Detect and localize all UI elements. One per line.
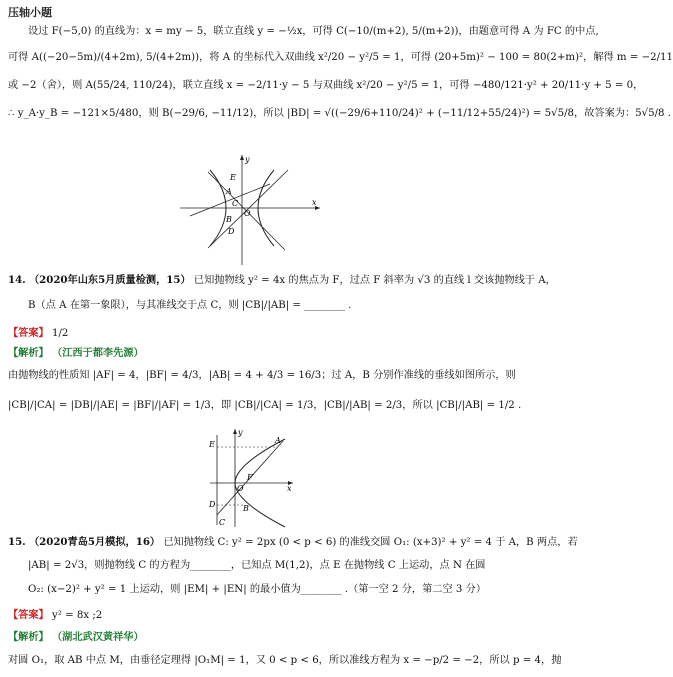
q15-analysis-source: （湖北武汉黄祥华） — [52, 632, 144, 643]
q14-answer — [8, 328, 492, 341]
q14-source: （2020年山东5月质量检测，15） — [28, 274, 191, 286]
q15-analysis-label: 【解析】 — [8, 632, 49, 643]
q14-solution-1: 由抛物线的性质知 |AF| = 4，|BF| = 4/3，|AB| = 4 + 4/3 = 16/3；过 A，B 分别作准线的垂线如图所示，则 — [8, 370, 516, 381]
q14-solution-2: |CB|/|CA| = |DB|/|AE| = |BF|/|AF| = 1/3，即 |CB|/|CA| = 1/3，|CB|/|AB| = 2/3，所以 |CB|/|AB| = 1/2 . — [8, 400, 522, 411]
q14-answer-value: 1/2 — [52, 328, 69, 339]
q15-answer — [8, 610, 492, 623]
q15-answer-label: 【答案】 — [8, 610, 49, 621]
q15-number: 15. — [8, 536, 26, 548]
fig1-label-b: B — [226, 215, 232, 224]
q15-analysis-heading — [8, 632, 492, 645]
fig1-label-a: A — [226, 187, 232, 196]
fig1-label-x: x — [312, 198, 317, 207]
q15-answer-value: y² = 8x ;2 — [52, 610, 103, 621]
q13-line-3: 或 −2（舍），则 A(55/24, 110/24)，联立直线 x = −2/11·y − 5 与双曲线 x²/20 − y²/5 = 1，可得 −480/121·y² + 20/11·y + 5 = 0， — [8, 80, 644, 91]
fig2-label-e: E — [209, 440, 215, 449]
q15-text-2: |AB| = 2√3，则抛物线 C 的方程为________，已知点 M(1,2)，点 E 在抛物线 C 上运动，点 N 在圆 — [28, 560, 486, 571]
fig1-label-e: E — [230, 173, 236, 182]
q14-analysis-label: 【解析】 — [8, 348, 49, 359]
fig1-label-y: y — [245, 155, 250, 164]
q14-analysis-source: （江西于都李先源） — [52, 348, 144, 359]
fig2-label-b: B — [243, 504, 249, 513]
fig1-label-o: O — [244, 209, 251, 218]
q14-answer-label: 【答案】 — [8, 328, 49, 339]
fig2-label-c: C — [219, 518, 226, 527]
fig2-label-y: y — [238, 428, 243, 437]
q15-text-3: O₂: (x−2)² + y² = 1 上运动，则 |EM| + |EN| 的最小值为________ .（第一空 2 分，第二空 3 分） — [28, 584, 487, 595]
hyperbola-figure — [170, 150, 330, 270]
fig2-label-o: O — [237, 484, 244, 493]
q14-text-2: B（点 A 在第一象限），与其准线交于点 C，则 |CB|/|AB| = ________ . — [28, 300, 352, 311]
q15-statement — [8, 536, 578, 550]
q14-text-1: 已知抛物线 y² = 4x 的焦点为 F，过点 F 斜率为 √3 的直线 l 交该抛物线于 A， — [193, 275, 556, 286]
q15-source: （2020青岛5月模拟，16） — [28, 536, 161, 548]
fig1-label-d: D — [228, 227, 235, 236]
fig2-label-a: A — [275, 436, 281, 445]
fig2-label-d: D — [209, 500, 216, 509]
fig2-label-f: F — [247, 473, 253, 482]
q13-line-2: 可得 A((−20−5m)/(4+2m), 5/(4+2m))，将 A 的坐标代入双曲线 x²/20 − y²/5 = 1，可得 (20+5m)² − 100 = 80(2+m)²，解得 m = −2/11 — [8, 52, 673, 63]
q14-statement — [8, 274, 556, 288]
q14-analysis-heading — [8, 348, 492, 361]
q13-line-4: ∴ y_A·y_B = −121×5/480，则 B(−29/6, −11/12)，所以 |BD| = √((−29/6+110/24)² + (−11/12+55/24)²) = 5√5/8，故答案为：5√5/8 . — [8, 108, 672, 119]
page-header: 压轴小题 — [8, 6, 52, 19]
q14-number: 14. — [8, 274, 26, 286]
q13-line-1: 设过 F(−5,0) 的直线为：x = my − 5，联立直线 y = −½x，可得 C(−10/(m+2), 5/(m+2))，由题意可得 A 为 FC 的中点, — [28, 26, 599, 37]
fig2-label-x: x — [287, 484, 292, 493]
q15-solution-1: 对圆 O₁，取 AB 中点 M，由垂径定理得 |O₁M| = 1，又 0 < p < 6，所以准线方程为 x = −p/2 = −2，所以 p = 4，抛 — [8, 655, 562, 666]
fig1-label-c: C — [232, 199, 239, 208]
q15-text-1: 已知抛物线 C: y² = 2px (0 < p < 6) 的准线交圆 O₁: (x+3)² + y² = 4 于 A，B 两点，若 — [163, 537, 578, 548]
parabola-figure — [205, 425, 295, 530]
